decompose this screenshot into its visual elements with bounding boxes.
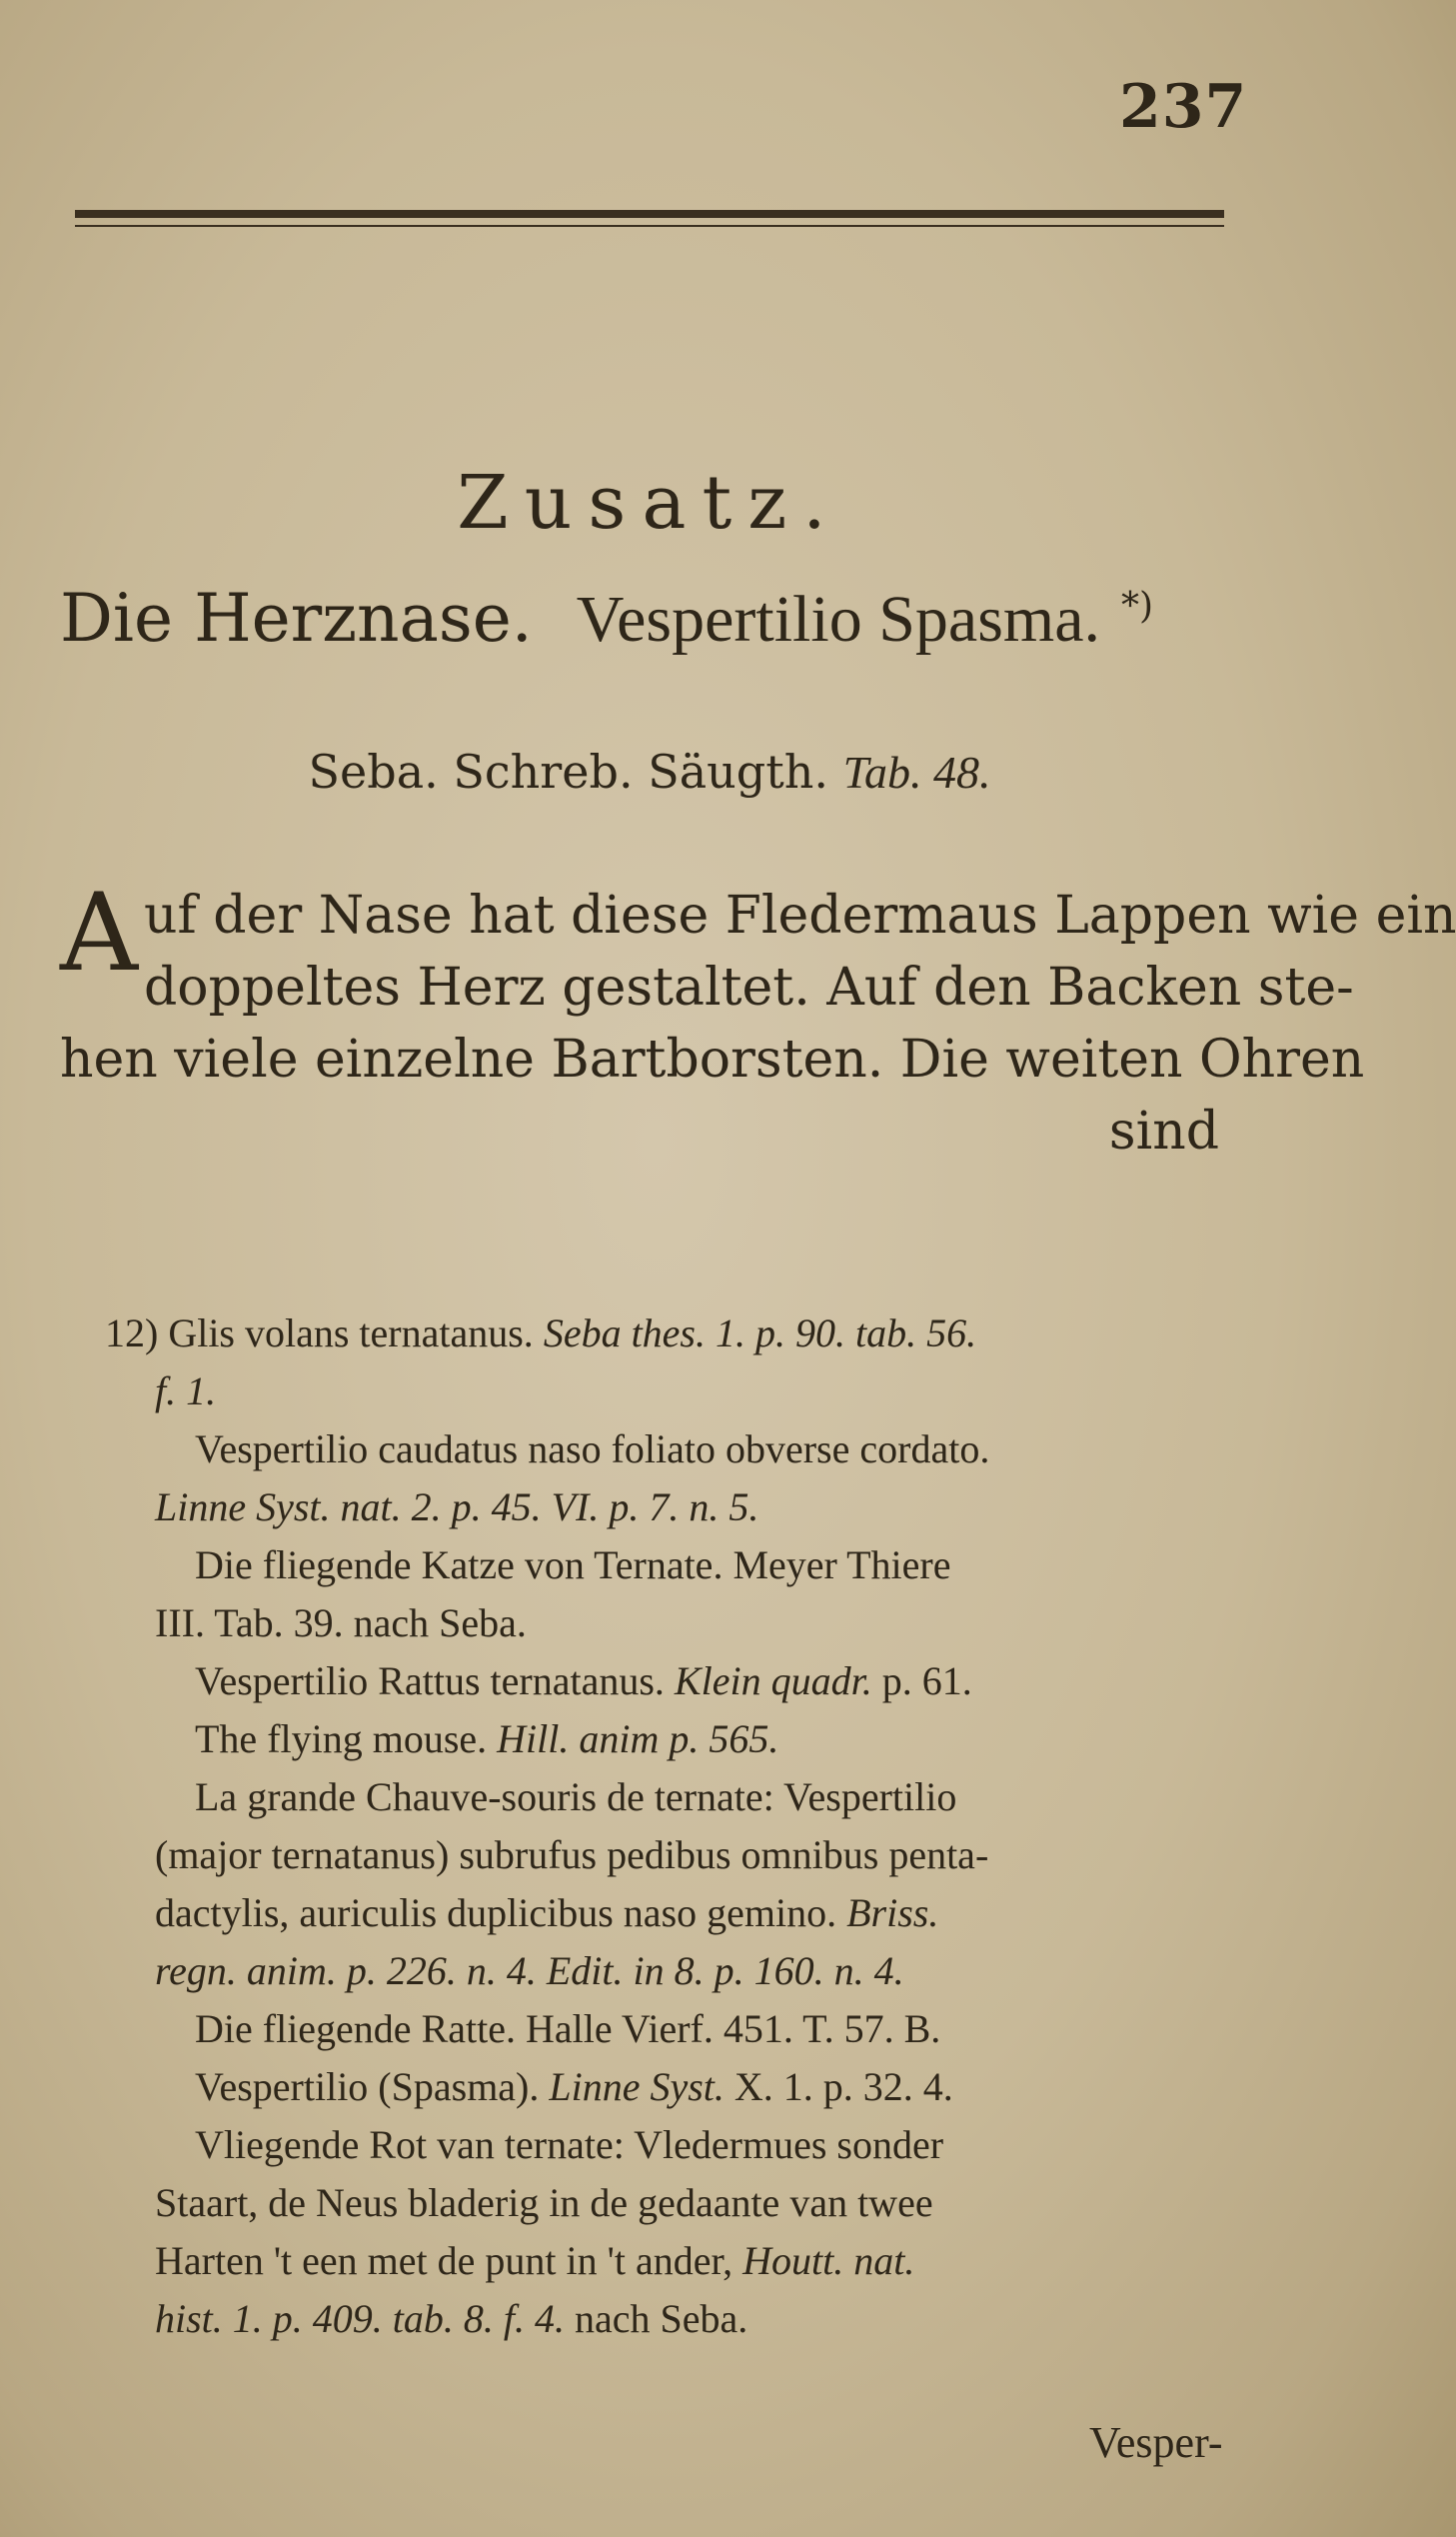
header-rule-thin — [75, 225, 1224, 227]
reference-tab: Tab. 48. — [842, 747, 991, 798]
footnote-line — [105, 2058, 1254, 2116]
footnote-citation: Klein quadr. — [674, 1658, 872, 1703]
page-number: 237 — [1119, 72, 1248, 142]
footnote-line — [105, 1884, 1254, 1942]
footnote-mark: *) — [1121, 586, 1154, 627]
footnote-citation: hist. 1. p. 409. tab. 8. f. 4. — [155, 2296, 566, 2341]
body-line: doppeltes Herz gestaltet. Auf den Backen ste- — [144, 958, 1354, 1018]
species-german-name: Die Herznase. — [60, 580, 533, 657]
footnote-text: La grande Chauve-souris de ternate: Vespertilio — [195, 1774, 957, 1819]
footnote-line — [105, 1478, 1254, 1536]
footnote-text: nach Seba. — [565, 2296, 748, 2341]
footnote-text: (major ternatanus) subrufus pedibus omnibus penta- — [155, 1832, 989, 1877]
footnote-line — [105, 1304, 1254, 1362]
body-line: sind — [1108, 1102, 1219, 1162]
footnote-citation: Seba thes. 1. p. 90. tab. 56. — [543, 1310, 977, 1355]
footnote-line — [105, 2116, 1254, 2174]
footnote-citation: Houtt. nat. — [742, 2238, 915, 2283]
footnotes-block — [105, 1304, 1254, 2348]
footnote-text: Die fliegende Ratte. Halle Vierf. 451. T. 57. B. — [195, 2006, 941, 2051]
footnote-citation: Linne Syst. nat. 2. p. 45. VI. p. 7. n. 5. — [155, 1484, 759, 1529]
footnote-line — [105, 1710, 1254, 1768]
footnote-text: Vespertilio caudatus naso foliato obverse cordato. — [195, 1426, 990, 1471]
species-title — [60, 580, 1249, 658]
footnote-text: 12) Glis volans ternatanus. — [105, 1310, 544, 1355]
reference-text: Seba. Schreb. Säugth. — [308, 745, 828, 799]
footnote-text: Harten 't een met de punt in 't ander, — [155, 2238, 743, 2283]
footnote-citation: Briss. — [846, 1890, 939, 1935]
footnote-text: Vliegende Rot van ternate: Vledermues sonder — [195, 2122, 944, 2167]
footnote-text: Vespertilio Rattus ternatanus. — [195, 1658, 675, 1703]
catchword: Vesper- — [1089, 2418, 1223, 2467]
header-rule-thick — [75, 210, 1224, 218]
footnote-text: Vespertilio (Spasma). — [195, 2064, 550, 2109]
footnote-line — [105, 1536, 1254, 1594]
footnote-text: dactylis, auriculis duplicibus naso gemino. — [155, 1890, 847, 1935]
footnote-citation: Hill. anim p. 565. — [497, 1716, 779, 1761]
footnote-line — [105, 1420, 1254, 1478]
footnote-text: Die fliegende Katze von Ternate. Meyer Thiere — [195, 1542, 951, 1587]
footnote-line — [105, 1594, 1254, 1652]
drop-cap: A — [60, 871, 138, 996]
footnote-text: III. Tab. 39. nach Seba. — [155, 1600, 527, 1645]
footnote-line — [105, 1942, 1254, 2000]
footnote-line — [105, 2174, 1254, 2232]
section-heading: Zusatz. — [457, 460, 842, 546]
body-paragraph — [60, 871, 1456, 1168]
footnote-line — [105, 2290, 1254, 2348]
footnote-citation: Linne Syst. — [549, 2064, 725, 2109]
footnote-text: X. 1. p. 32. 4. — [724, 2064, 953, 2109]
footnote-line — [105, 2000, 1254, 2058]
footnote-line — [105, 1362, 1254, 1420]
footnote-citation: f. 1. — [155, 1368, 217, 1413]
body-line: uf der Nase hat diese Fledermaus Lappen wie ein — [144, 886, 1456, 946]
footnote-citation: regn. anim. p. 226. n. 4. Edit. in 8. p. 160. n. 4. — [155, 1948, 904, 1993]
reference-line — [0, 745, 1299, 799]
footnote-line — [105, 2232, 1254, 2290]
footnote-text: The flying mouse. — [195, 1716, 498, 1761]
footnote-text: p. 61. — [871, 1658, 972, 1703]
footnote-text: Staart, de Neus bladerig in de gedaante van twee — [155, 2180, 933, 2225]
footnote-line — [105, 1652, 1254, 1710]
footnote-line — [105, 1826, 1254, 1884]
species-latin-name: Vespertilio Spasma. — [576, 583, 1101, 656]
body-line: hen viele einzelne Bartborsten. Die weiten Ohren — [60, 1030, 1365, 1090]
footnote-line — [105, 1768, 1254, 1826]
